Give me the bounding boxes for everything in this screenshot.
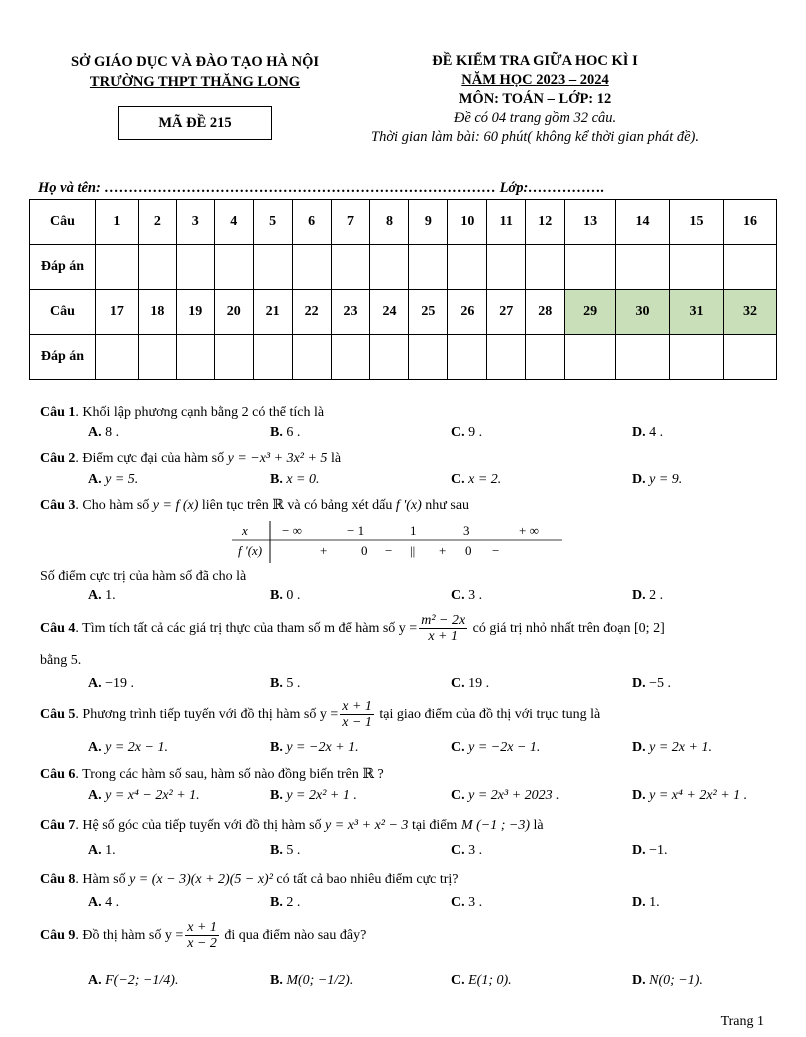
math-expr: y = −x³ + 3x² + 5 [227, 451, 328, 466]
q-number: 19 [176, 290, 214, 335]
q-number: 10 [448, 200, 487, 245]
q-number: 18 [138, 290, 176, 335]
sign: 0 [361, 543, 368, 558]
answer-cell[interactable] [448, 335, 487, 380]
q-number: 21 [253, 290, 292, 335]
option-c[interactable]: C. E(1; 0). [451, 973, 512, 988]
time-info: Thời gian làm bài: 60 phút( không kể thời gian phát đề). [371, 129, 699, 145]
q-number: 13 [565, 200, 616, 245]
q-number: 23 [331, 290, 370, 335]
answer-cell[interactable] [669, 335, 723, 380]
option-d[interactable]: D. N(0; −1). [632, 973, 703, 988]
question-3-after: Số điểm cực trị của hàm số đã cho là [40, 569, 247, 584]
pages-info: Đề có 04 trang gồm 32 câu. [453, 110, 617, 126]
option-b[interactable]: B. M(0; −1/2). [270, 973, 354, 988]
option-c[interactable]: C. 19 . [451, 676, 490, 691]
answer-table [29, 199, 777, 380]
q-number: 12 [526, 200, 565, 245]
table-row [30, 200, 777, 245]
answer-cell[interactable] [292, 245, 331, 290]
answer-cell[interactable] [565, 335, 616, 380]
sign: − [385, 543, 393, 558]
option-c[interactable]: C. 3 . [451, 588, 483, 603]
option-a[interactable]: A. y = 2x − 1. [88, 740, 168, 755]
option-c[interactable]: C. 9 . [451, 425, 483, 440]
header-left [30, 52, 360, 92]
option-a[interactable]: A. y = 5. [88, 472, 139, 487]
q-number: 22 [292, 290, 331, 335]
option-d[interactable]: D. 1. [632, 895, 660, 910]
answer-cell[interactable] [409, 245, 448, 290]
q-number: 16 [723, 200, 776, 245]
option-d[interactable]: D. 4 . [632, 425, 664, 440]
question-text: . Khối lập phương cạnh bằng 2 có thể tích là [75, 405, 325, 420]
option-a[interactable]: A. 4 . [88, 895, 120, 910]
answer-cell[interactable] [331, 335, 370, 380]
q-number: 5 [253, 200, 292, 245]
answer-cell[interactable] [487, 335, 526, 380]
answer-cell[interactable] [138, 335, 176, 380]
answer-cell[interactable] [138, 245, 176, 290]
q-number: 17 [95, 290, 138, 335]
q-number: 2 [138, 200, 176, 245]
answer-cell[interactable] [487, 245, 526, 290]
q-number: 9 [409, 200, 448, 245]
header-right [330, 52, 740, 147]
answer-label: Đáp án [30, 335, 96, 380]
sign-table [232, 521, 562, 563]
q-number: 14 [616, 200, 670, 245]
question-4: Câu 4. Tìm tích tất cả các giá trị thực của tham số m để hàm số y = $\frac{\text{m² − 2x}}{x + 1}$ có giá trị nhỏ nhất trên đoạn [0; 2] [40, 613, 665, 645]
option-a[interactable]: A. −19 . [88, 676, 135, 691]
q-number: 4 [214, 200, 253, 245]
answer-cell[interactable] [176, 245, 214, 290]
answer-cell[interactable] [616, 245, 670, 290]
option-c[interactable]: C. 3 . [451, 843, 483, 858]
x-value: + ∞ [519, 523, 539, 538]
answer-cell[interactable] [723, 335, 776, 380]
fraction: $\frac{x + 1}{x - 2}$ [187, 920, 217, 952]
school-name: TRƯỜNG THPT THĂNG LONG [89, 74, 301, 90]
option-b[interactable]: B. y = 2x² + 1 . [270, 788, 357, 803]
option-d[interactable]: D. y = x⁴ + 2x² + 1 . [632, 788, 748, 803]
answer-cell[interactable] [565, 245, 616, 290]
q-number-highlighted: 31 [669, 290, 723, 335]
option-b[interactable]: B. 5 . [270, 676, 301, 691]
option-a[interactable]: A. 1. [88, 588, 116, 603]
table-row [30, 245, 777, 290]
q-number: 11 [487, 200, 526, 245]
x-value: 3 [463, 523, 470, 538]
option-b[interactable]: B. 5 . [270, 843, 301, 858]
x-value: 1 [410, 523, 417, 538]
option-d[interactable]: D. −5 . [632, 676, 672, 691]
row-label: Câu [30, 290, 96, 335]
option-d[interactable]: D. y = 2x + 1. [632, 740, 712, 755]
q-number: 7 [331, 200, 370, 245]
option-b[interactable]: B. 6 . [270, 425, 301, 440]
exam-title: ĐỀ KIỂM TRA GIỮA HOC KÌ I [432, 53, 638, 69]
answer-cell[interactable] [370, 335, 409, 380]
option-a[interactable]: A. F(−2; −1/4). [88, 973, 179, 988]
q-number-highlighted: 32 [723, 290, 776, 335]
answer-cell[interactable] [176, 335, 214, 380]
answer-cell[interactable] [526, 245, 565, 290]
table-row [30, 335, 777, 380]
question-4-line2: bằng 5. [40, 653, 82, 668]
q-number-highlighted: 29 [565, 290, 616, 335]
q-number: 25 [409, 290, 448, 335]
x-value: − ∞ [282, 523, 302, 538]
question-label: Câu 1 [40, 405, 76, 420]
option-c[interactable]: C. y = 2x³ + 2023 . [451, 788, 560, 803]
sign: − [492, 543, 500, 558]
answer-cell[interactable] [253, 335, 292, 380]
answer-cell[interactable] [95, 245, 138, 290]
student-info-line: Họ và tên: ……………………………………………………………………… Lớp:……………. [38, 180, 605, 196]
sign: 0 [465, 543, 472, 558]
option-c[interactable]: C. 3 . [451, 895, 483, 910]
dept-name: SỞ GIÁO DỤC VÀ ĐÀO TẠO HÀ NỘI [70, 54, 319, 70]
question-1 [40, 405, 324, 421]
question-3: Câu 3. Cho hàm số y = f (x) liên tục trên ℝ và có bảng xét dấu f '(x) như sau [40, 498, 470, 513]
answer-cell[interactable] [669, 245, 723, 290]
answer-cell[interactable] [526, 335, 565, 380]
option-c[interactable]: C. y = −2x − 1. [451, 740, 541, 755]
q-number: 28 [526, 290, 565, 335]
answer-cell[interactable] [409, 335, 448, 380]
option-d[interactable]: D. −1. [632, 843, 668, 858]
answer-cell[interactable] [448, 245, 487, 290]
q-number: 6 [292, 200, 331, 245]
exam-code: MÃ ĐỀ 215 [118, 106, 272, 140]
answer-cell[interactable] [616, 335, 670, 380]
fraction: $\frac{\text{m² − 2x}}{x + 1}$ [421, 613, 466, 645]
q-number: 8 [370, 200, 409, 245]
subject: MÔN: TOÁN – LỚP: 12 [458, 91, 612, 107]
question-9: Câu 9. Đồ thị hàm số y = $\frac{x + 1}{x - 2}$ đi qua điểm nào sau đây? [40, 920, 367, 952]
x-value: − 1 [347, 523, 365, 538]
page-number: Trang 1 [720, 1014, 764, 1029]
x-label: x [242, 523, 248, 538]
sign: || [410, 543, 416, 558]
answer-cell[interactable] [331, 245, 370, 290]
answer-cell[interactable] [95, 335, 138, 380]
option-a[interactable]: A. y = x⁴ − 2x² + 1. [88, 788, 200, 803]
fraction: $\frac{x + 1}{x - 1}$ [342, 699, 372, 731]
answer-cell[interactable] [214, 245, 253, 290]
option-b[interactable]: B. 0 . [270, 588, 301, 603]
q-number: 1 [95, 200, 138, 245]
option-b[interactable]: B. x = 0. [270, 472, 320, 487]
q-number: 27 [487, 290, 526, 335]
table-row [30, 290, 777, 335]
question-2: Câu 2. Điểm cực đại của hàm số y = −x³ + 3x² + 5 là [40, 451, 342, 466]
sign: + [320, 543, 328, 558]
answer-cell[interactable] [214, 335, 253, 380]
question-6: Câu 6. Trong các hàm số sau, hàm số nào đồng biến trên ℝ ? [40, 767, 384, 782]
q-number: 20 [214, 290, 253, 335]
sign: + [439, 543, 447, 558]
q-number: 15 [669, 200, 723, 245]
answer-cell[interactable] [370, 245, 409, 290]
q-number: 3 [176, 200, 214, 245]
option-b[interactable]: B. y = −2x + 1. [270, 740, 359, 755]
q-number-highlighted: 30 [616, 290, 670, 335]
option-b[interactable]: B. 2 . [270, 895, 301, 910]
question-7: Câu 7. Hệ số góc của tiếp tuyến với đồ thị hàm số y = x³ + x² − 3 tại điểm M (−1 ; −3) là [40, 818, 544, 833]
option-c[interactable]: C. x = 2. [451, 472, 502, 487]
fprime-label: f ′(x) [238, 543, 263, 558]
question-5: Câu 5. Phương trình tiếp tuyến với đồ thị hàm số y = $\frac{x + 1}{x - 1}$ tại giao điểm của đồ thị với trục tung là [40, 699, 601, 731]
option-a[interactable]: A. 1. [88, 843, 116, 858]
question-8: Câu 8. Hàm số y = (x − 3)(x + 2)(5 − x)² có tất cả bao nhiêu điểm cực trị? [40, 872, 459, 887]
q-number: 26 [448, 290, 487, 335]
answer-cell[interactable] [253, 245, 292, 290]
answer-label: Đáp án [30, 245, 96, 290]
answer-cell[interactable] [723, 245, 776, 290]
option-d[interactable]: D. y = 9. [632, 472, 683, 487]
school-year: NĂM HỌC 2023 – 2024 [461, 72, 609, 88]
answer-cell[interactable] [292, 335, 331, 380]
q-number: 24 [370, 290, 409, 335]
row-label: Câu [30, 200, 96, 245]
option-a[interactable]: A. 8 . [88, 425, 120, 440]
option-d[interactable]: D. 2 . [632, 588, 664, 603]
